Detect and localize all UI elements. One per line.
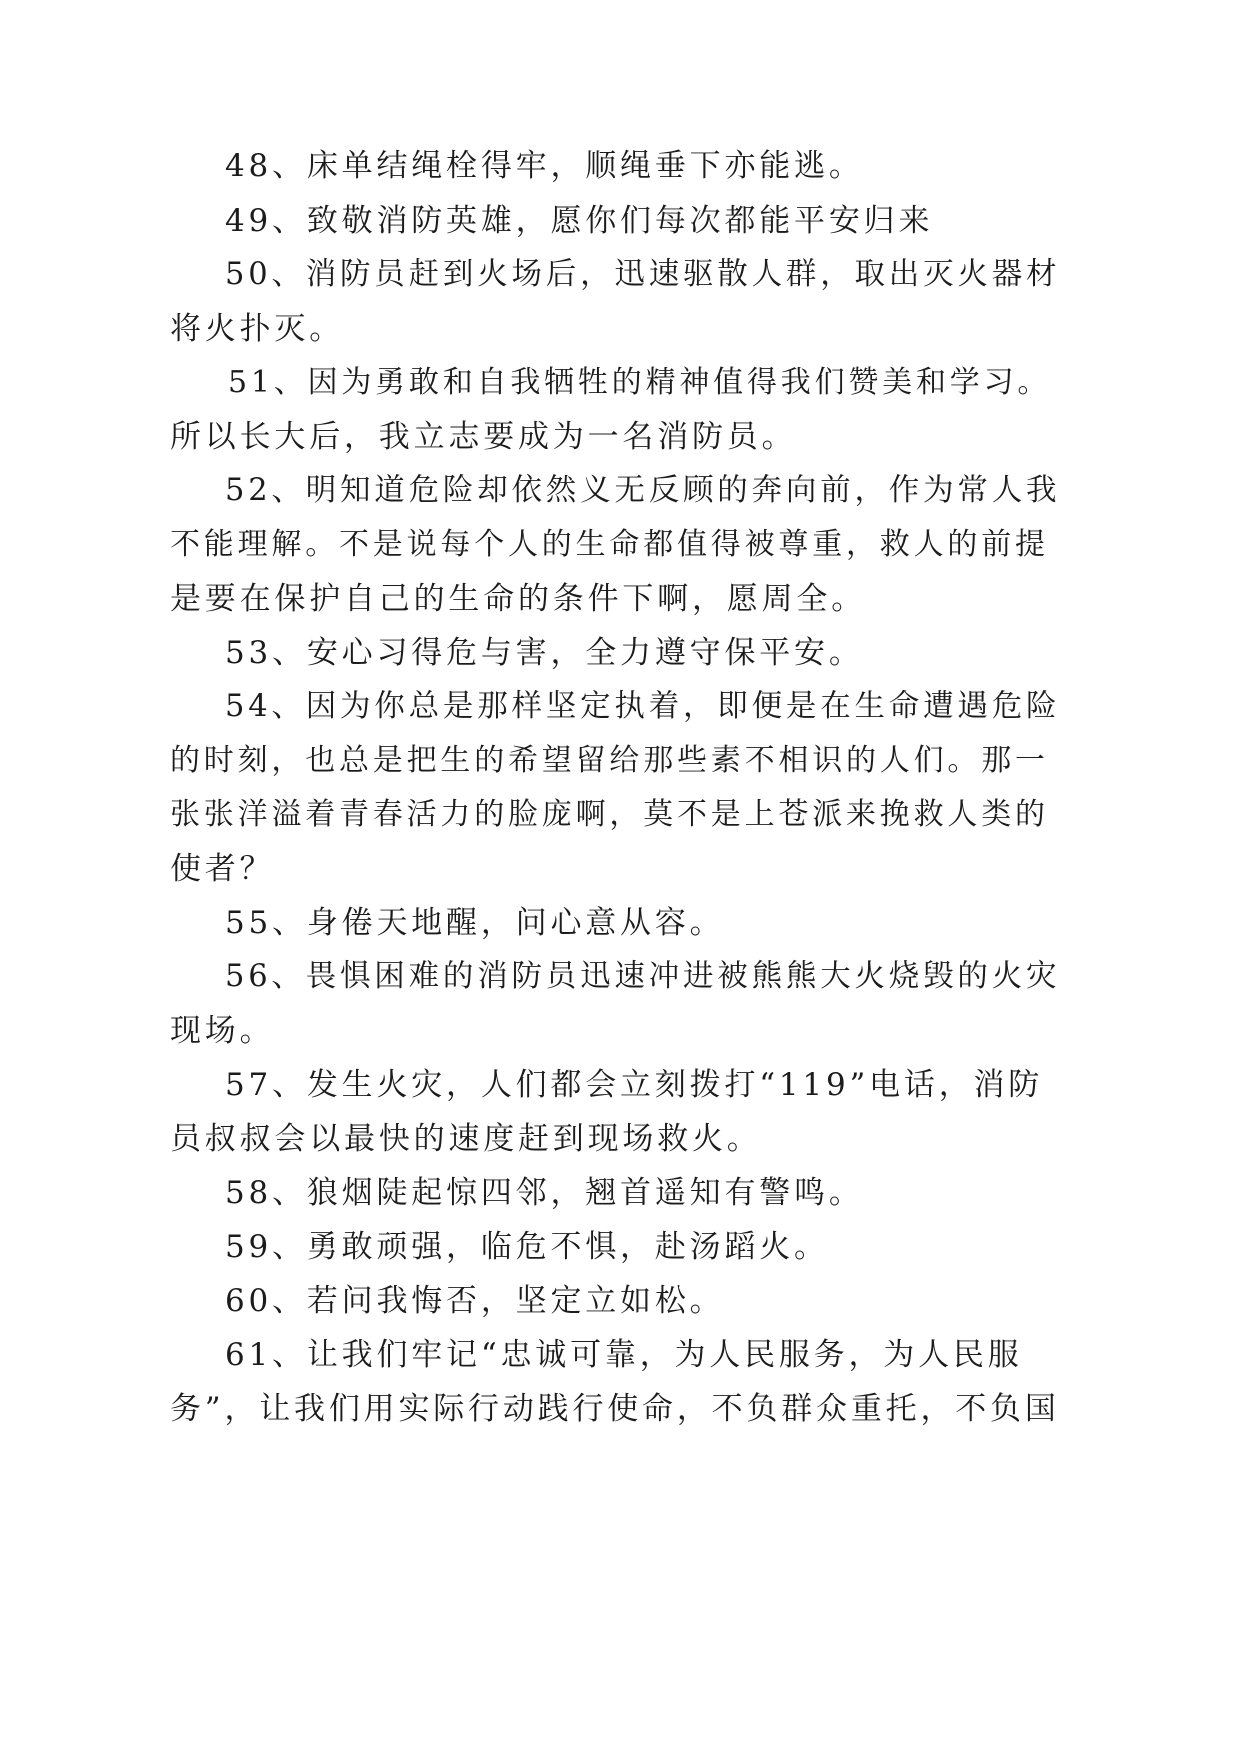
text-line: 61、让我们牢记“忠诚可靠，为人民服务，为人民服 — [225, 1337, 1023, 1373]
text-line: 张张洋溢着青春活力的脸庞啊，莫不是上苍派来挽救人类的 — [170, 797, 1049, 832]
text-line: 53、安心习得危与害，全力遵守保平安。 — [225, 635, 864, 671]
text-line: 56、畏惧困难的消防员迅速冲进被熊熊大火烧毁的火灾 — [225, 959, 1061, 994]
text-line: 57、发生火灾，人们都会立刻拨打“119”电话，消防 — [225, 1067, 1044, 1103]
text-line: 49、致敬消防英雄，愿你们每次都能平安归来 — [225, 203, 934, 239]
text-line: 务”，让我们用实际行动践行使命，不负群众重托，不负国 — [170, 1391, 1060, 1427]
text-line: 51、因为勇敢和自我牺牲的精神值得我们赞美和学习。 — [228, 365, 1052, 400]
text-line: 是要在保护自己的生命的条件下啊，愿周全。 — [170, 581, 866, 617]
text-line: 52、明知道危险却依然义无反顾的奔向前，作为常人我 — [225, 473, 1061, 508]
text-line: 58、狼烟陡起惊四邻，翘首遥知有警鸣。 — [225, 1175, 864, 1211]
text-line: 48、床单结绳栓得牢，顺绳垂下亦能逃。 — [225, 148, 864, 184]
text-line: 55、身倦天地醒，问心意从容。 — [225, 905, 725, 941]
text-line: 将火扑灭。 — [170, 311, 344, 347]
text-line: 60、若问我悔否，坚定立如松。 — [225, 1283, 725, 1319]
text-line: 不能理解。不是说每个人的生命都值得被尊重，救人的前提 — [170, 527, 1049, 562]
text-line: 员叔叔会以最快的速度赶到现场救火。 — [170, 1121, 762, 1157]
text-line: 54、因为你总是那样坚定执着，即便是在生命遭遇危险 — [225, 689, 1061, 724]
text-line: 的时刻，也总是把生的希望留给那些素不相识的人们。那一 — [170, 743, 1049, 778]
text-line: 现场。 — [170, 1013, 275, 1049]
text-line: 59、勇敢顽强，临危不惧，赴汤蹈火。 — [225, 1229, 829, 1265]
text-line: 50、消防员赶到火场后，迅速驱散人群，取出灭火器材 — [225, 257, 1061, 292]
text-line: 使者？ — [170, 851, 275, 887]
text-line: 所以长大后，我立志要成为一名消防员。 — [170, 419, 797, 455]
